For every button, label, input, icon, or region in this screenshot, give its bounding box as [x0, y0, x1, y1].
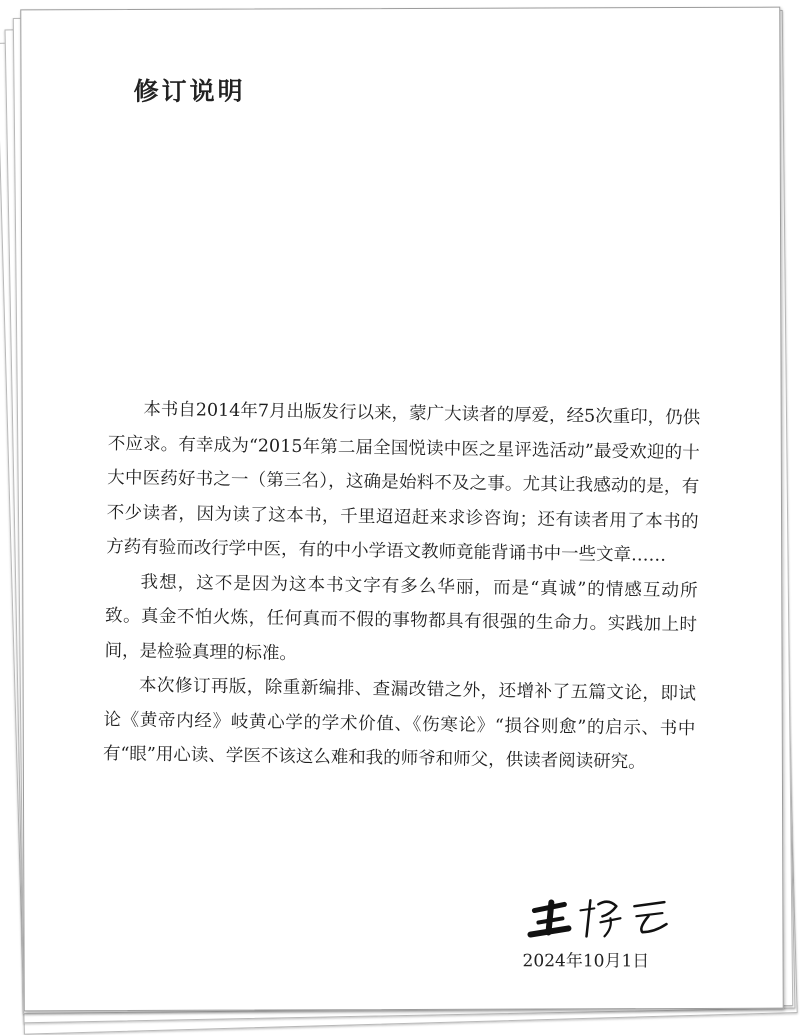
paragraph-2: 我想，这不是因为这本书文字有多么华丽，而是“真诚”的情感互动所致。真金不怕火炼，任何真而不假的事物都具有很强的生命力。实践加上时间，是检验真理的标准。	[104, 572, 698, 664]
signature-date: 2024年10月1日	[522, 951, 650, 972]
paragraph-3: 本次修订再版，除重新编排、查漏改错之外，还增补了五篇文论，即试论《黄帝内经》岐黄心学的学术价值、《伤寒论》“损谷则愈”的启示、书中有“眼”用心读、学医不该这么难和我的师爷和师父，供读者阅读研究。	[102, 675, 697, 773]
handwritten-signature	[524, 888, 674, 945]
paragraph-1: 本书自2014年7月出版发行以来，蒙广大读者的厚爱，经5次重印，仍供不应求。有幸成为“2015年第二届全国悦读中医之星评选活动”最受欢迎的十大中医药好书之一（第三名），这确是始料不及之事。尤其让我感动的是，有不少读者，因为读了这本书，千里迢迢赶来求诊咨询；还有读者用了本书的方药有验而改行学中医，有的中小学语文教师竟能背诵书中一些文章……	[105, 399, 701, 566]
body-text	[103, 392, 701, 781]
page-title: 修订说明	[133, 76, 246, 106]
document-page	[20, 7, 783, 1012]
